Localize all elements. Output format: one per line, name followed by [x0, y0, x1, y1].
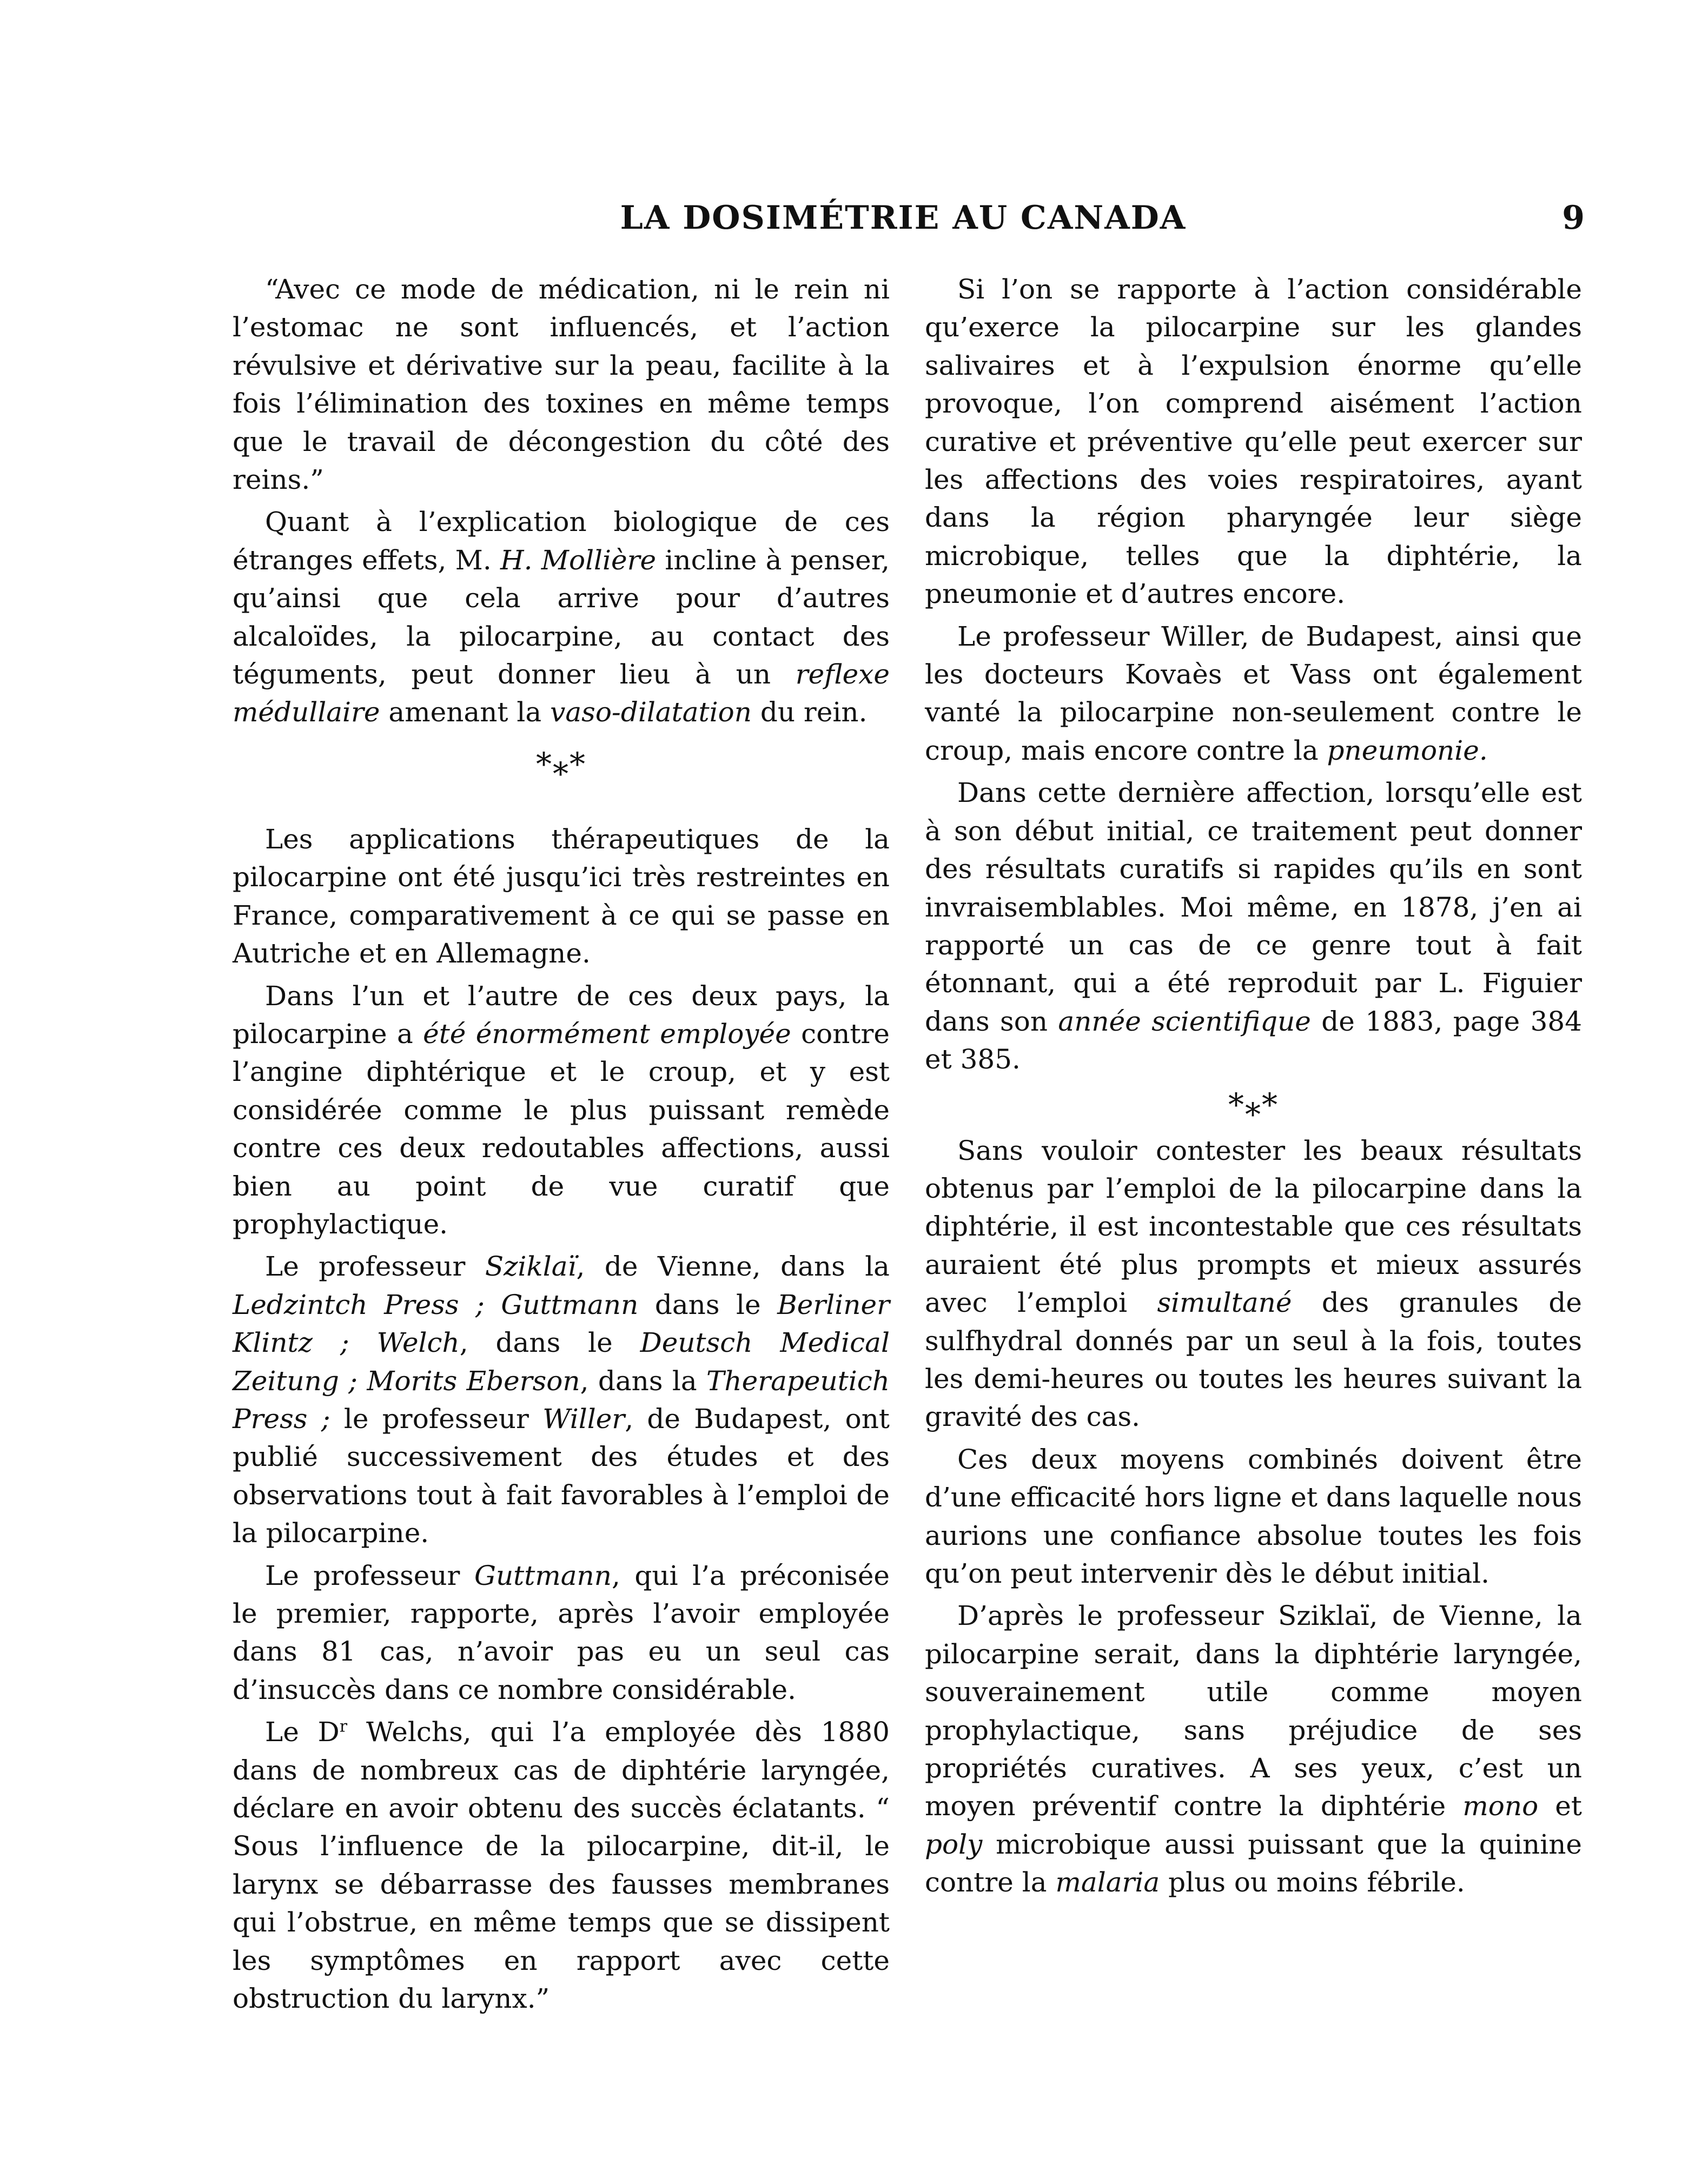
author-name-willer: Willer [542, 1403, 625, 1435]
term-poly: poly [925, 1828, 983, 1860]
text-run: Dans l’un et l’autre de ces deux pays, la pilocarpine a [233, 980, 890, 1050]
text-run: du rein. [751, 696, 868, 728]
section-separator-asterism: *⁎* [1228, 1086, 1279, 1123]
page-number: 9 [1562, 199, 1585, 237]
left-paragraph-4 [233, 977, 890, 1244]
text-run: dans le [638, 1289, 778, 1320]
text-run: contre l’angine diphtérique et le croup, et y est considérée comme le plus puissant remède contre ces deux redoutables affections, aussi bien au point de vue curatif que prophylactique. [233, 1018, 890, 1240]
journal-name: Berliner Klintz ; Welch [233, 1289, 890, 1359]
text-run: Welchs, qui l’a employée dès 1880 dans de nombreux cas de diphtérie laryngée, déclare en avoir obtenu des succès éclatants. “ Sous l’influence de la pilocarpine, dit-il, le larynx se débarrasse des fausses membranes qui l’obstrue, en même temps que se dissipent les symptômes en rapport avec cette obstruction du larynx.” [233, 1716, 890, 2015]
left-paragraph-6 [233, 1557, 890, 1709]
left-paragraph-7 [233, 1713, 890, 2017]
text-run: , dans le [459, 1327, 640, 1359]
author-name-guttmann: Guttmann [474, 1559, 612, 1591]
term-reflexe-medullaire: reflexe médullaire [233, 659, 890, 728]
text-run: Quant à l’explication biologique de ces étranges effets, M. [233, 506, 890, 576]
text-run: , de Budapest, ont publié successivement des études et des observations tout à fait favorables à l’emploi de la pilocarpine. [233, 1403, 890, 1549]
text-run: , dans la [580, 1365, 707, 1397]
term-pneumonie: pneumonie. [1327, 734, 1488, 766]
left-paragraph-2 [233, 503, 890, 731]
right-paragraph-6 [925, 1597, 1582, 1901]
term-malaria: malaria [1055, 1867, 1160, 1898]
left-paragraph-3: Les applications thérapeutiques de la pilocarpine ont été jusqu’ici très restreintes en France, comparativement à ce qui se passe en Autriche et en Allemagne. [233, 823, 890, 970]
text-run: Le professeur [265, 1251, 485, 1283]
left-paragraph-1: “Avec ce mode de médication, ni le rein ni l’estomac ne sont influencés, et l’action révulsive et dérivative sur la peau, facilite à la fois l’élimination des toxines en même temps que le travail de décongestion du côté des reins.” [233, 274, 890, 496]
left-paragraph-5 [233, 1247, 890, 1552]
text-run: amenant la [380, 696, 551, 728]
journal-name: Therapeutich Press ; [233, 1365, 890, 1435]
term-vaso-dilatation: vaso-dilatation [550, 696, 752, 728]
text-run: D’après le professeur Sziklaï, de Vienne, la pilocarpine serait, dans la diphtérie laryngée, souverainement utile comme moyen prophylactique, sans préjudice de ses propriétés curatives. A ses yeux, c’est un moyen préventif contre la diphtérie [925, 1600, 1582, 1822]
text-run: , de Vienne, dans la [576, 1251, 890, 1283]
text-run: Dans cette dernière affection, lorsqu’elle est à son début initial, ce traitement peut donner des résultats curatifs si rapides qu’ils en sont invraisemblables. Moi même, en 1878, j’en ai rapporté un cas de ce genre tout à fait étonnant, qui a été reproduit par L. Figuier dans son [925, 777, 1582, 1037]
text-run: des granules de sulfhydral donnés par un seul à la fois, toutes les demi-heures ou toutes les heures suivant la gravité des cas. [925, 1287, 1582, 1433]
running-head [233, 199, 1585, 242]
text-run: plus ou moins fébrile. [1160, 1867, 1465, 1898]
right-paragraph-5: Ces deux moyens combinés doivent être d’une efficacité hors ligne et dans laquelle nous aurions une confiance absolue toutes les fois qu’on peut intervenir dès le début initial. [925, 1443, 1582, 1589]
section-separator-asterism: *⁎* [536, 745, 586, 782]
right-paragraph-4 [925, 1132, 1582, 1436]
text-run: incline à penser, qu’ainsi que cela arrive pour d’autres alcaloïdes, la pilocarpine, au contact des téguments, peut donner lieu à un [233, 544, 890, 691]
emphasis-text: été énormément employée [423, 1018, 791, 1050]
author-name-molliere: H. Mollière [500, 544, 657, 576]
right-paragraph-1: Si l’on se rapporte à l’action considérable qu’exerce la pilocarpine sur les glandes salivaires et à l’expulsion énorme qu’elle provoque, l’on comprend aisément l’action curative et préventive qu’elle peut exercer sur les affections des voies respiratoires, ayant dans la région pharyngée leur siège microbique, telles que la diphtérie, la pneumonie et d’autres encore. [925, 274, 1582, 610]
text-run: de 1883, page 384 et 385. [925, 1005, 1583, 1076]
text-run: et [1538, 1790, 1582, 1822]
term-mono: mono [1462, 1790, 1539, 1822]
right-column [925, 270, 1582, 1906]
text-run: Le professeur Willer, de Budapest, ainsi que les docteurs Kovaès et Vass ont également vanté la pilocarpine non-seulement contre le croup, mais encore contre la [925, 620, 1582, 766]
text-run: Sans vouloir contester les beaux résultats obtenus par l’emploi de la pilocarpine dans la diphtérie, il est incontestable que ces résultats auraient été plus prompts et mieux assurés avec l’emploi [925, 1134, 1582, 1319]
journal-name: Ledzintch Press ; Guttmann [233, 1289, 639, 1320]
running-title: LA DOSIMÉTRIE AU CANADA [620, 199, 1187, 237]
right-paragraph-2 [925, 618, 1582, 770]
author-name-sziklai: Sziklaï [485, 1251, 577, 1283]
journal-name: Deutsch Medical Zeitung ; Morits Eberson [233, 1327, 890, 1397]
text-run: Le D [265, 1716, 340, 1748]
book-title: année scientifique [1058, 1005, 1311, 1037]
text-run: , qui l’a préconisée le premier, rapporte, après l’avoir employée dans 81 cas, n’avoir pas eu un seul cas d’insuccès dans ce nombre considérable. [233, 1559, 890, 1705]
superscript: r [339, 1717, 348, 1736]
text-run: microbique aussi puissant que la quinine contre la [925, 1828, 1582, 1898]
text-run: Le professeur [265, 1559, 474, 1591]
left-column [233, 270, 890, 2022]
right-paragraph-3 [925, 774, 1582, 1078]
term-simultane: simultané [1157, 1287, 1292, 1319]
text-run: le professeur [330, 1403, 543, 1435]
